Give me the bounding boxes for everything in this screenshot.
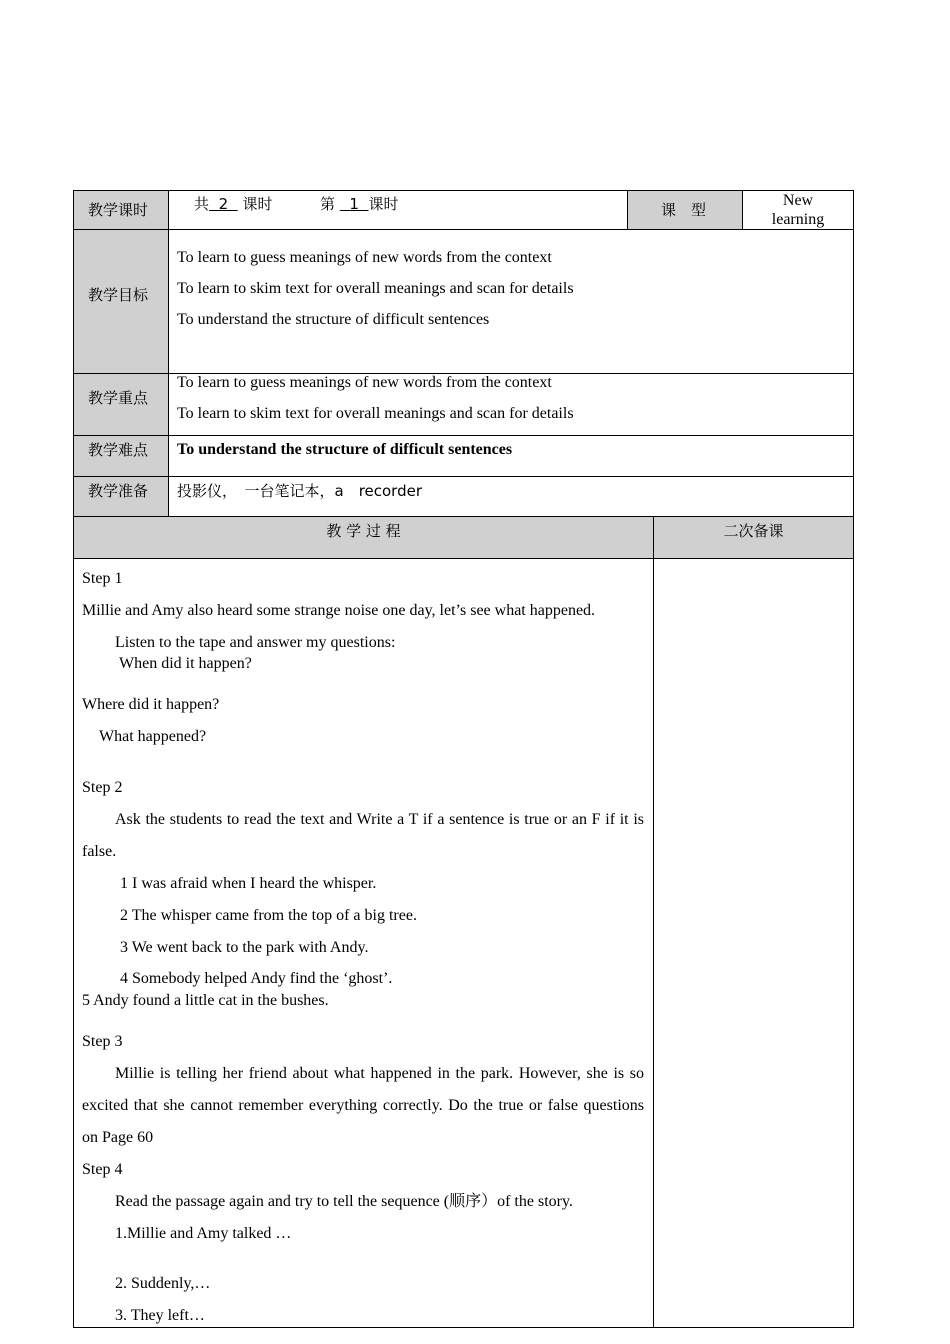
total-value: [209, 195, 238, 213]
step1-question: When did it happen?: [119, 655, 252, 672]
type-value-line1: New: [782, 192, 814, 209]
process-heading: 教 学 过 程: [326, 522, 401, 540]
preparation-text: 投影仪， 一台笔记本，a recorder: [177, 482, 423, 500]
period-label: 教学课时: [88, 201, 149, 219]
total-number: 2: [218, 195, 229, 213]
step4-title: Step 4: [82, 1161, 123, 1178]
step4-item: 1.Millie and Amy talked …: [115, 1225, 292, 1242]
keypoints-label: 教学重点: [88, 389, 149, 407]
keypoint-item: To learn to skim text for overall meanings and scan for details: [177, 405, 574, 422]
objective-item: To learn to guess meanings of new words from the context: [177, 249, 552, 266]
table-border: [168, 190, 169, 517]
objectives-label: 教学目标: [88, 286, 149, 304]
difficulty-label: 教学难点: [88, 441, 149, 459]
total-prefix: 共: [194, 195, 210, 213]
step3-text: Millie is telling her friend about what happened in the park. However, she is so excited that she cannot remember everything correctly. Do the true or false questions on Page 60: [82, 1065, 644, 1146]
step1-question: What happened?: [99, 728, 207, 745]
step1-title: Step 1: [82, 570, 123, 587]
step1-instruction: Listen to the tape and answer my questions:: [115, 634, 396, 651]
current-number: 1: [349, 195, 359, 213]
step1-question: Where did it happen?: [82, 696, 220, 713]
table-border: [73, 229, 854, 230]
total-suffix: 课时: [242, 195, 273, 213]
table-border: [653, 516, 654, 1328]
current-suffix: 课时: [368, 195, 399, 213]
step2-sentence: 2 The whisper came from the top of a big tree.: [120, 907, 417, 924]
keypoint-item: To learn to guess meanings of new words from the context: [177, 374, 552, 391]
current-prefix: 第: [320, 195, 336, 213]
step2-instruction: Ask the students to read the text and Write a T if a sentence is true or an F if it is false.: [82, 811, 644, 860]
objective-item: To learn to skim text for overall meanings and scan for details: [177, 280, 574, 297]
table-border: [853, 190, 854, 1328]
table-border: [627, 190, 628, 230]
objective-item: To understand the structure of difficult sentences: [177, 311, 490, 328]
table-border: [73, 190, 74, 1328]
table-border: [73, 476, 854, 477]
step2-sentence: 5 Andy found a little cat in the bushes.: [82, 992, 329, 1009]
table-border: [73, 516, 854, 517]
period-total: [194, 194, 272, 214]
step4-item: 2. Suddenly,…: [115, 1275, 211, 1292]
period-current: [320, 194, 398, 214]
step2-sentence: 3 We went back to the park with Andy.: [120, 939, 369, 956]
step2-sentence: 1 I was afraid when I heard the whisper.: [120, 875, 377, 892]
step4-item: 3. They left…: [115, 1307, 205, 1324]
step2-title: Step 2: [82, 779, 123, 796]
type-value-line2: learning: [771, 211, 825, 228]
current-value: [340, 195, 369, 213]
table-border: [73, 435, 854, 436]
table-border: [73, 190, 854, 191]
preparation-label: 教学准备: [88, 482, 149, 500]
step1-intro: Millie and Amy also heard some strange noise one day, let’s see what happened.: [82, 602, 596, 619]
table-border: [73, 558, 854, 559]
step4-instruction: Read the passage again and try to tell the sequence (顺序）of the story.: [115, 1193, 573, 1210]
step3-title: Step 3: [82, 1033, 123, 1050]
step2-sentence: 4 Somebody helped Andy find the ‘ghost’.: [120, 970, 393, 987]
type-label: 课 型: [661, 201, 707, 219]
table-border: [73, 1327, 854, 1328]
second-prep-heading: 二次备课: [723, 522, 784, 540]
difficulty-text: To understand the structure of difficult sentences: [177, 441, 513, 458]
